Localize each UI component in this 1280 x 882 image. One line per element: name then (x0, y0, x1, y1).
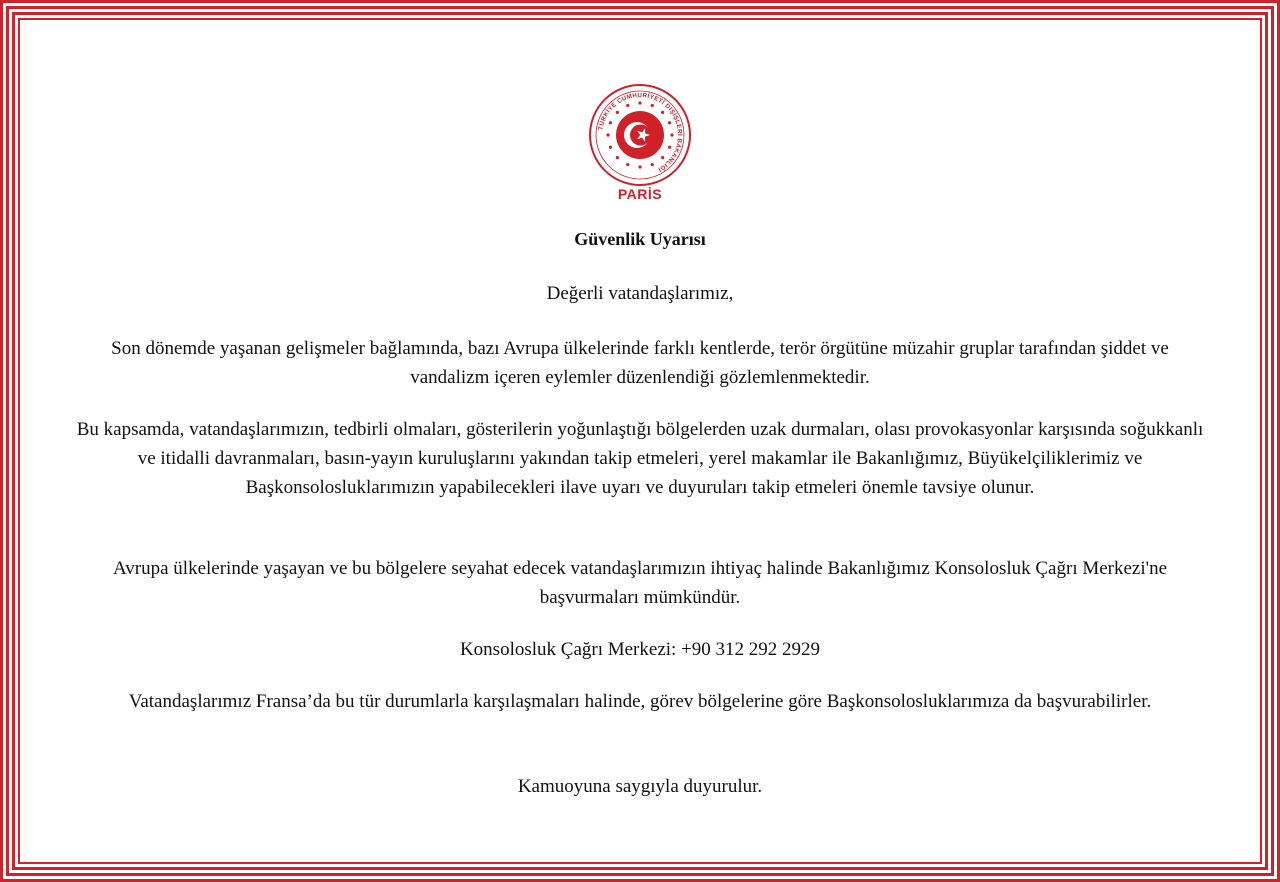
seal-star-dot (661, 156, 664, 159)
seal-ring-text: TÜRKİYE CUMHURİYETİ DIŞİŞLERİ BAKANLIĞI (597, 91, 684, 174)
greeting: Değerli vatandaşlarımız, (546, 283, 734, 304)
paragraph-consulates: Vatandaşlarımız Fransa’da bu tür durumlarla karşılaşmaları halinde, görev bölgelerine göre Başkonsolosluklarımıza da başvurabilirler. (128, 691, 1152, 712)
seal-star-dot (626, 104, 629, 107)
seal-star-dot (651, 163, 654, 166)
seal-star-dot (668, 146, 671, 149)
seal-star-dot (616, 111, 619, 114)
paragraph-call-center: Avrupa ülkelerinde yaşayan ve bu bölgelere seyahat edecek vatandaşlarımızın ihtiyaç halinde Bakanlığımız Konsolosluk Çağrı Merkezi'ne başvurmaları mümkündür. (112, 558, 1168, 608)
turkish-republic-ministry-seal-icon (585, 80, 695, 190)
seal-star-dot (638, 165, 641, 168)
seal-star-dot (651, 104, 654, 107)
document-content (30, 22, 1250, 852)
seal-star-dot (616, 156, 619, 159)
embassy-city-label: PARİS (617, 186, 663, 202)
paragraph-context: Son dönemde yaşanan gelişmeler bağlamında, bazı Avrupa ülkelerinde farklı kentlerde, terör örgütüne müzahir gruplar tarafından şiddet ve vandalizm içeren eylemler düzenlendiği gözlemlenmektedir. (111, 338, 1169, 388)
seal-star-dot (638, 101, 641, 104)
document-title: Güvenlik Uyarısı (574, 229, 706, 249)
seal-star-dot (661, 111, 664, 114)
call-center-phone: Konsolosluk Çağrı Merkezi: +90 312 292 2929 (459, 639, 821, 660)
seal-star-dot (626, 163, 629, 166)
seal-star-dot (609, 146, 612, 149)
seal-star-dot (606, 133, 609, 136)
seal-star-dot (670, 133, 673, 136)
paragraph-advice: Bu kapsamda, vatandaşlarımızın, tedbirli olmaları, gösterilerin yoğunlaştığı bölgelerden uzak durmaları, olası provokasyonlar karşısında soğukkanlı ve itidalli davranmaları, basın-yayın kuruluşlarını yakından takip etmeleri, yerel makamlar ile Bakanlığımız, Büyükelçiliklerimiz ve Başkonsolosluklarımızın yapabilecekleri ilave uyarı ve duyuruları takip etmeleri önemle tavsiye olunur. (76, 419, 1204, 498)
closing-line: Kamuoyuna saygıyla duyurulur. (517, 776, 763, 797)
seal-star-dot (609, 121, 612, 124)
seal-star-dot (668, 121, 671, 124)
